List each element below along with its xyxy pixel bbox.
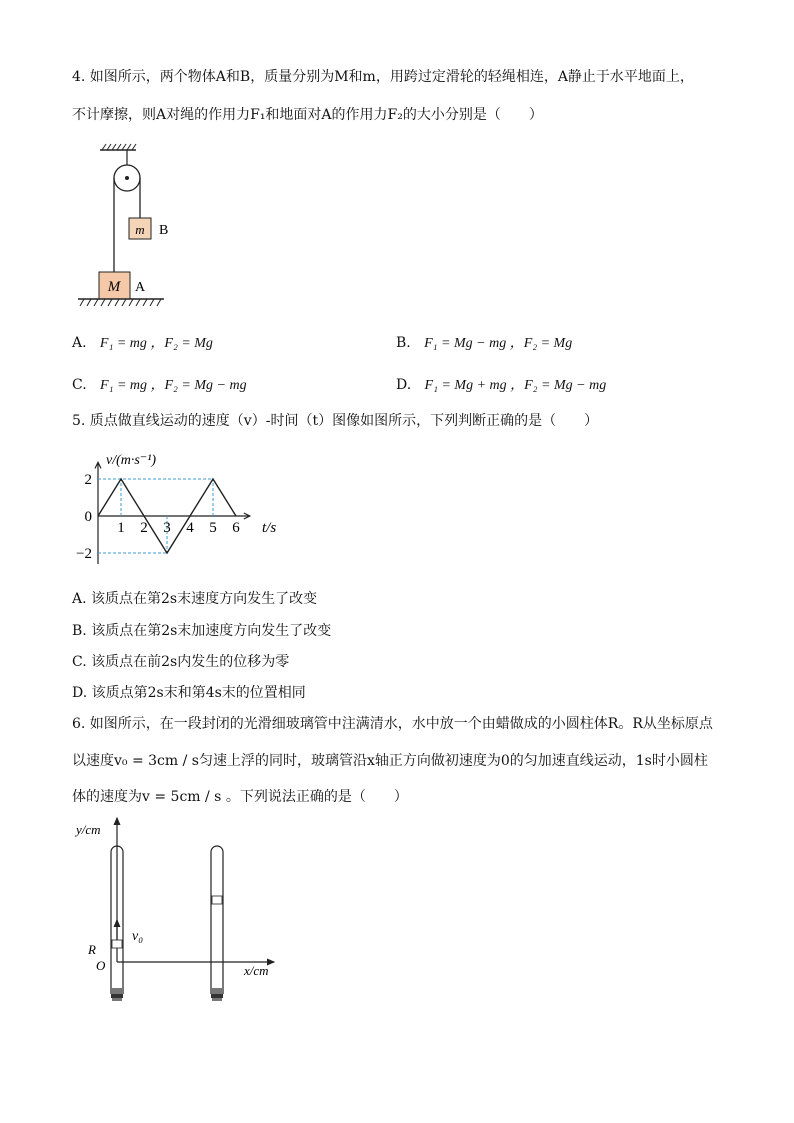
x-tick-label: 4 (186, 520, 194, 536)
x-tick-label: 5 (209, 520, 217, 536)
x-tick-label: 3 (163, 520, 171, 536)
q5-option-c[interactable]: C. 该质点在前2s内发生的位移为零 (72, 654, 290, 670)
x-tick-label: 2 (140, 520, 148, 536)
v0-label: v₀ (132, 929, 144, 944)
y-axis-label: v/(m·s⁻¹) (106, 453, 157, 468)
q4-option-d-text: F₁ = Mg + mg ，F₂ = Mg − mg (424, 378, 607, 393)
block-a-label: A (135, 280, 146, 295)
q4-option-a-text: F₁ = mg ，F₂ = Mg (99, 336, 213, 351)
block-a-mass-label: M (107, 279, 121, 295)
q4-stem-line-2: 不计摩擦，则A对绳的作用力F₁和地面对A的作用力F₂的大小分别是（ ） (72, 107, 543, 123)
q4-option-c-text: F₁ = mg ，F₂ = Mg − mg (100, 378, 247, 393)
origin-label: O (96, 958, 106, 973)
pulley-figure (74, 140, 174, 310)
y-axis-label: y/cm (76, 822, 101, 837)
q4-option-a[interactable] (72, 332, 213, 352)
block-b-mass-label: m (135, 222, 145, 237)
q4-option-b-letter: B. (396, 335, 411, 351)
y-tick-label: 0 (84, 509, 92, 525)
q6-stem-line-2: 以速度v₀ = 3cm / s匀速上浮的同时，玻璃管沿x轴正方向做初速度为0的匀加速直线运动，1s时小圆柱 (72, 753, 708, 769)
q4-stem-line-1: 4. 如图所示，两个物体A和B，质量分别为M和m，用跨过定滑轮的轻绳相连，A静止于水平地面上， (72, 69, 694, 85)
q4-option-c[interactable] (72, 374, 247, 394)
q6-stem-line-3: 体的速度为v = 5cm / s 。下列说法正确的是（ ） (72, 789, 408, 805)
q5-option-d[interactable]: D. 该质点第2s末和第4s末的位置相同 (72, 685, 306, 701)
q4-option-d[interactable] (396, 374, 606, 394)
r-label: R (88, 942, 96, 957)
q4-option-d-letter: D. (396, 377, 412, 393)
y-tick-label: −2 (76, 546, 92, 562)
block-b-label: B (159, 223, 169, 238)
y-tick-label: 2 (84, 472, 92, 488)
wax-cylinder-moved (212, 896, 222, 904)
q4-option-b[interactable] (396, 332, 572, 352)
q4-option-c-letter: C. (72, 377, 87, 393)
x-tick-label: 1 (117, 520, 125, 536)
x-tick-label: 6 (232, 520, 240, 536)
q4-option-b-text: F₁ = Mg − mg ，F₂ = Mg (424, 336, 573, 351)
glass-tube-figure (74, 812, 294, 1012)
q5-option-b[interactable]: B. 该质点在第2s末加速度方向发生了改变 (72, 623, 332, 639)
x-axis-label: x/cm (244, 963, 269, 978)
velocity-time-chart (74, 446, 294, 578)
q4-option-a-letter: A. (72, 335, 87, 351)
x-axis-label: t/s (262, 520, 277, 536)
wax-cylinder-r (112, 940, 122, 948)
q5-stem: 5. 质点做直线运动的速度（v）-时间（t）图像如图所示，下列判断正确的是（ ） (72, 413, 599, 429)
q6-stem-line-1: 6. 如图所示，在一段封闭的光滑细玻璃管中注满清水，水中放一个由蜡做成的小圆柱体R。R从坐标原点 (72, 716, 713, 732)
q5-option-a[interactable]: A. 该质点在第2s末速度方向发生了改变 (72, 591, 318, 607)
